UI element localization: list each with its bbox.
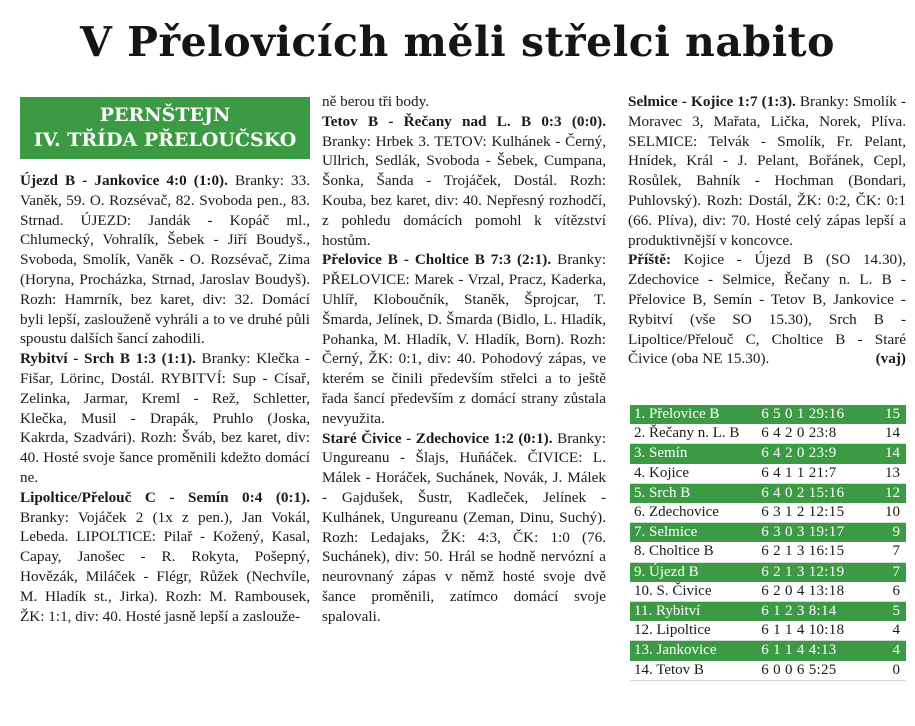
column-3 (628, 92, 906, 369)
next-round-label: Příště: (628, 251, 672, 269)
standings-table (630, 405, 906, 681)
team-stats: 6 1 1 4 10:18 (761, 621, 870, 641)
team-stats: 6 0 0 6 5:25 (761, 661, 870, 681)
match-result: Přelovice B - Choltice B 7:3 (2:1). (322, 251, 552, 269)
team-name: 2. Řečany n. L. B (630, 424, 761, 444)
team-points: 6 (870, 582, 906, 602)
article-next-round (628, 250, 906, 369)
table-row (630, 621, 906, 641)
team-points: 5 (870, 602, 906, 622)
table-row (630, 602, 906, 622)
table-row (630, 444, 906, 464)
team-stats: 6 4 2 0 23:8 (761, 424, 870, 444)
table-row (630, 661, 906, 681)
article-rybitvi-srch (20, 349, 310, 488)
team-stats: 6 4 2 0 23:9 (761, 444, 870, 464)
team-stats: 6 3 0 3 19:17 (761, 523, 870, 543)
team-name: 6. Zdechovice (630, 503, 761, 523)
team-stats: 6 1 2 3 8:14 (761, 602, 870, 622)
team-points: 7 (870, 542, 906, 562)
table-row (630, 405, 906, 424)
team-stats: 6 3 1 2 12:15 (761, 503, 870, 523)
team-name: 12. Lipoltice (630, 621, 761, 641)
team-name: 3. Semín (630, 444, 761, 464)
match-report: Branky: 33. Vaněk, 59. O. Rozsévač, 82. Svoboda pen., 83. Strnad. ÚJEZD: Jandák - Kopáč ml., Chlumecký, Vohralík, Šebek - Jiří Boudyš., Svoboda, Smolík, Vaněk - O. Rozsévač, Zima (Horyna, Procházka, Strnad, Jaroslav Boudyš). Rozh: Hamrník, bez karet, div: 32. Domácí byli lepší, zaslouženě vyhráli a to ve druhé půli spoustu dalších šancí zahodili. (20, 172, 310, 348)
match-result: Újezd B - Jankovice 4:0 (1:0). (20, 172, 228, 189)
table-row (630, 424, 906, 444)
article-continuation (322, 92, 606, 112)
banner-line-2: IV. TŘÍDA PŘELOUČSKO (33, 129, 297, 151)
team-name: 14. Tetov B (630, 661, 761, 681)
team-points: 9 (870, 523, 906, 543)
match-result: Lipoltice/Přelouč C - Semín 0:4 (0:1). (20, 488, 310, 506)
banner-line-1: PERNŠTEJN (99, 104, 231, 126)
article-civice-zdechovice (322, 429, 606, 627)
column-1 (20, 97, 310, 626)
article-tetov-recany (322, 112, 606, 251)
article-ujezd-jankovice (20, 171, 310, 349)
match-result: Rybitví - Srch B 1:3 (1:1). (20, 350, 196, 368)
team-stats: 6 2 0 4 13:18 (761, 582, 870, 602)
team-name: 1. Přelovice B (630, 405, 761, 424)
table-row (630, 464, 906, 484)
team-stats: 6 2 1 3 12:19 (761, 562, 870, 582)
team-name: 9. Újezd B (630, 562, 761, 582)
match-result: Tetov B - Řečany nad L. B 0:3 (0:0). (322, 112, 606, 130)
headline: V Přelovicích měli střelci nabito (80, 18, 835, 66)
table-row (630, 483, 906, 503)
team-points: 13 (870, 464, 906, 484)
team-stats: 6 2 1 3 16:15 (761, 542, 870, 562)
team-name: 5. Srch B (630, 483, 761, 503)
team-points: 14 (870, 444, 906, 464)
team-points: 12 (870, 483, 906, 503)
team-name: 13. Jankovice (630, 641, 761, 661)
team-points: 10 (870, 503, 906, 523)
table-row (630, 503, 906, 523)
team-stats: 6 5 0 1 29:16 (761, 405, 870, 424)
match-report: Branky: Hrbek 3. TETOV: Kulhánek - Černý, Ullrich, Sedlák, Svoboda - Šebek, Cumpana, Šonka, Šanda - Trojáček, Dostál. Rozh: Kouba, bez karet, div: 40. Nepřesný rozhodčí, z pohledu domácích pomohl k vítězství hostům. (322, 132, 606, 249)
team-name: 7. Selmice (630, 523, 761, 543)
team-stats: 6 1 1 4 4:13 (761, 641, 870, 661)
team-name: 4. Kojice (630, 464, 761, 484)
column-2 (322, 92, 606, 627)
team-points: 7 (870, 562, 906, 582)
table-row (630, 542, 906, 562)
team-points: 15 (870, 405, 906, 424)
match-report: Branky: Klečka - Fišar, Lörinc, Dostál. RYBITVÍ: Sup - Císař, Zelinka, Jarmar, Kreml - Rež, Schletter, Klečka, Musil - Drapák, Pruhlo (Joska, Kakrda, Szadvári). Rozh: Šváb, bez karet, div: 40. Hosté svoje šance proměnili kdežto domácí ne. (20, 350, 310, 486)
team-points: 0 (870, 661, 906, 681)
match-report: Branky: Smolík - Moravec 3, Mařata, Lička, Norek, Plíva. SELMICE: Telvák - Smolík, Fr. Pelant, Hnídek, Král - J. Pelant, Bořánek, Cepl, Rosůlek, Bahník - Hochman (Bondari, Puhlovský). Rozh: Dostál, ŽK: 0:2, ČK: 0:1 (66. Plíva), div: 70. Hosté celý zápas lepší a produktivnější v koncovce. (628, 93, 907, 249)
match-report: ně berou tři body. (322, 93, 429, 110)
team-name: 11. Rybitví (630, 602, 761, 622)
article-lipoltice-semin (20, 488, 310, 627)
match-report: Branky: PŘELOVICE: Marek - Vrzal, Pracz, Kaderka, Uhlíř, Kloboučník, Staněk, Šprojcar, T. Šmarda, Jelínek, D. Šmarda (Bidlo, L. Hladík, Pohanka, M. Hladík, V. Hladík, Born). Rozh: Černý, ŽK: 0:1, div: 40. Pohodový zápas, ve kterém se činili především střelci a to ještě řada šancí především z domácí strany zůstala nevyužita. (322, 251, 606, 427)
team-points: 14 (870, 424, 906, 444)
table-row (630, 562, 906, 582)
article-prelovice-choltice (322, 250, 606, 428)
team-points: 4 (870, 621, 906, 641)
match-report: Branky: Vojáček 2 (1x z pen.), Jan Vokál, Lebeda. LIPOLTICE: Pilař - Kožený, Kasal, Capay, Janošec - R. Rokyta, Pošepný, Hovězák, Miláček - Flégr, Růžek (Nechvíle, M. Hladík st., Jirka). Rozh: M. Rambousek, ŽK: 1:1, div: 40. Hosté jasně lepší a zaslouže- (20, 508, 310, 625)
team-name: 8. Choltice B (630, 542, 761, 562)
match-result: Staré Čivice - Zdechovice 1:2 (0:1). (322, 429, 553, 447)
article-selmice-kojice (628, 92, 906, 250)
table-row (630, 641, 906, 661)
match-report: Branky: Ungureanu - Šlajs, Huňáček. ČIVICE: L. Málek - Horáček, Suchánek, Novák, J. Málek - Gajdušek, Šustr, Kadleček, Jelínek - Kulhánek, Ungureanu (Zeman, Dinu, Suchý). Rozh: Ledajaks, ŽK: 4:3, ČK: 1:0 (76. Suchánek), div: 50. Hrál se hodně nervózní a neurovnaný zápas v němž hosté svoje dvě šance proměnili, zatímco domácí svoje spalovali. (322, 429, 606, 625)
table-row (630, 523, 906, 543)
team-points: 4 (870, 641, 906, 661)
author-signature: (vaj) (875, 350, 906, 368)
team-name: 10. S. Čivice (630, 582, 761, 602)
team-stats: 6 4 1 1 21:7 (761, 464, 870, 484)
table-row (630, 582, 906, 602)
next-round-fixtures: Kojice - Újezd B (SO 14.30), Zdechovice - Selmice, Řečany n. L. B - Přelovice B, Semín - Tetov B, Jankovice - Rybitví (vše SO 15.30), Srch B - Lipoltice/Přelouč C, Choltice B - Staré Čivice (oba NE 15.30). (628, 251, 906, 368)
team-stats: 6 4 0 2 15:16 (761, 483, 870, 503)
match-result: Selmice - Kojice 1:7 (1:3). (628, 93, 796, 110)
section-banner (20, 97, 310, 159)
